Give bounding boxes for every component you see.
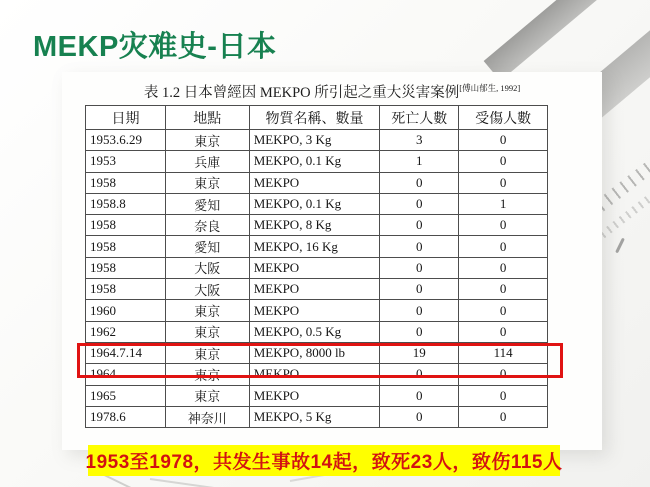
table-cell: 0 <box>380 385 459 406</box>
disaster-table <box>85 105 548 428</box>
table-cell: 1964 <box>86 364 166 385</box>
table-cell: 1960 <box>86 300 166 321</box>
table-cell: 0 <box>380 279 459 300</box>
disaster-table-body <box>86 130 548 428</box>
table-cell: 東京 <box>165 342 249 363</box>
column-header-substance: 物質名稱、數量 <box>249 106 380 130</box>
table-row <box>86 385 548 406</box>
table-cell: 1958 <box>86 279 166 300</box>
table-cell: 1 <box>380 151 459 172</box>
table-caption-citation: [傅山郁生, 1992] <box>459 83 521 94</box>
table-cell: MEKPO <box>249 257 380 278</box>
table-cell: 0 <box>459 151 548 172</box>
table-cell: 大阪 <box>165 279 249 300</box>
table-cell: 東京 <box>165 364 249 385</box>
table-cell: 1 <box>459 193 548 214</box>
table-cell: MEKPO, 8000 lb <box>249 342 380 363</box>
table-row <box>86 130 548 151</box>
table-cell: 1962 <box>86 321 166 342</box>
table-cell: 0 <box>459 130 548 151</box>
highlight-box <box>77 343 563 378</box>
table-cell: 0 <box>380 257 459 278</box>
table-cell: MEKPO <box>249 300 380 321</box>
summary-banner <box>85 445 563 476</box>
table-header-row <box>86 106 548 130</box>
table-cell: 0 <box>380 172 459 193</box>
column-header-place: 地點 <box>165 106 249 130</box>
table-row <box>86 257 548 278</box>
table-cell: 愛知 <box>165 236 249 257</box>
table-cell: 1958 <box>86 215 166 236</box>
table-cell: 0 <box>380 300 459 321</box>
table-row <box>86 172 548 193</box>
table-cell: 奈良 <box>165 215 249 236</box>
table-row <box>86 215 548 236</box>
table-cell: MEKPO, 3 Kg <box>249 130 380 151</box>
table-cell: 0 <box>459 300 548 321</box>
table-cell: 0 <box>459 364 548 385</box>
table-cell: 0 <box>459 321 548 342</box>
table-row <box>86 151 548 172</box>
table-cell: 19 <box>380 342 459 363</box>
table-cell: 0 <box>380 193 459 214</box>
table-cell: 0 <box>459 406 548 427</box>
sketch-line-decoration <box>150 478 279 487</box>
table-row <box>86 279 548 300</box>
table-cell: 0 <box>380 215 459 236</box>
table-cell: 0 <box>459 215 548 236</box>
table-cell: 兵庫 <box>165 151 249 172</box>
table-row <box>86 406 548 427</box>
table-cell: 神奈川 <box>165 406 249 427</box>
table-cell: 0 <box>459 257 548 278</box>
table-row <box>86 300 548 321</box>
table-cell: 0 <box>380 236 459 257</box>
table-cell: 0 <box>459 172 548 193</box>
slide-title: MEKP灾难史-日本 <box>33 31 277 63</box>
table-cell: 0 <box>459 385 548 406</box>
table-cell: MEKPO <box>249 364 380 385</box>
table-cell: 1953 <box>86 151 166 172</box>
table-cell: MEKPO <box>249 385 380 406</box>
table-cell: 114 <box>459 342 548 363</box>
table-cell: 1953.6.29 <box>86 130 166 151</box>
table-cell: 東京 <box>165 300 249 321</box>
table-cell: 1965 <box>86 385 166 406</box>
table-cell: 東京 <box>165 130 249 151</box>
table-row <box>86 236 548 257</box>
table-cell: 1978.6 <box>86 406 166 427</box>
table-cell: 1958 <box>86 172 166 193</box>
table-cell: 1964.7.14 <box>86 342 166 363</box>
table-cell: MEKPO, 8 Kg <box>249 215 380 236</box>
table-cell: 東京 <box>165 385 249 406</box>
table-cell: 1958 <box>86 236 166 257</box>
column-header-injuries: 受傷人數 <box>459 106 548 130</box>
table-caption-text: 表 1.2 日本曾經因 MEKPO 所引起之重大災害案例 <box>143 85 460 101</box>
table-cell: 0 <box>380 406 459 427</box>
table-cell: 3 <box>380 130 459 151</box>
table-cell: 1958.8 <box>86 193 166 214</box>
column-header-date: 日期 <box>86 106 166 130</box>
table-cell: 東京 <box>165 321 249 342</box>
table-cell: 0 <box>380 321 459 342</box>
table-cell: 0 <box>459 236 548 257</box>
scanned-table-paper <box>62 72 602 450</box>
table-cell: 愛知 <box>165 193 249 214</box>
summary-banner-text: 1953至1978，共发生事故14起，致死23人，致伤115人 <box>85 452 563 473</box>
table-cell: MEKPO, 0.1 Kg <box>249 193 380 214</box>
table-cell: 大阪 <box>165 257 249 278</box>
table-cell: MEKPO, 5 Kg <box>249 406 380 427</box>
table-caption <box>62 81 602 102</box>
table-cell: MEKPO, 16 Kg <box>249 236 380 257</box>
table-cell: MEKPO, 0.1 Kg <box>249 151 380 172</box>
table-cell: 0 <box>459 279 548 300</box>
table-cell: 東京 <box>165 172 249 193</box>
ruler-mark-decoration <box>615 238 625 254</box>
column-header-deaths: 死亡人數 <box>380 106 459 130</box>
table-cell: 0 <box>380 364 459 385</box>
table-cell: 1958 <box>86 257 166 278</box>
table-cell: MEKPO, 0.5 Kg <box>249 321 380 342</box>
table-row <box>86 193 548 214</box>
table-row <box>86 321 548 342</box>
table-cell: MEKPO <box>249 279 380 300</box>
table-cell: MEKPO <box>249 172 380 193</box>
